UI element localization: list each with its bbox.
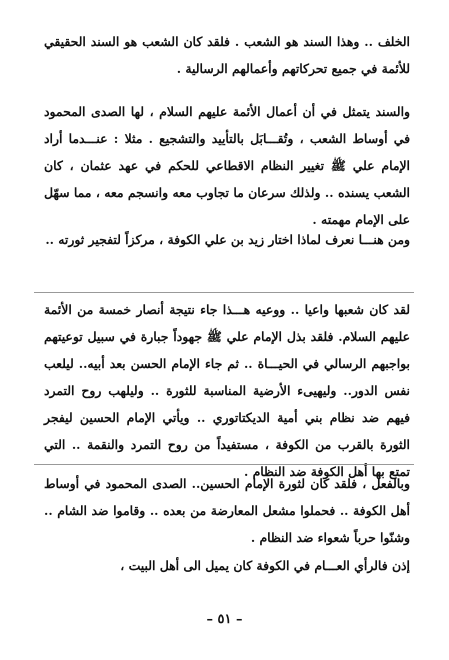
section-divider <box>34 292 414 293</box>
paragraph-5: وبالفعل ، فلقد كان لثورة الإمام الحسين.. الصدى المحمود في أوساط أهل الكوفة .. فحملوا مشعل المعارضة من بعده .. وقاموا ضد الشام .. وشنّوا حرباً شعواء ضد النظام . <box>44 476 410 545</box>
section-divider <box>34 464 414 465</box>
paragraph-4: لقد كان شعبها واعيا .. ووعيه هـــذا جاء نتيجة أنصار خمسة من الأئمة عليهم السلام. فلقد بذل الإمام علي ﷺ جهوداً جبارة في سبيل توعيتهم بواجبهم الرسالي في الحيـــاة .. ثم جاء الإمام الحسن بعد أبيه.. ليلعب نفس الدور.. وليهيىء الأرضية المناسبة للثورة .. وليلهب روح التمرد فيهم ضد نظام بني أمية الديكتاتوري .. ويأتي الإمام الحسين ليفجر الثورة بالقرب من الكوفة ، مستفيداً من روح التمرد والنقمة .. التي تمتع بها أهل الكوفة ضد النظام . <box>44 302 410 479</box>
paragraph-3: ومن هنـــا نعرف لماذا اختار زيد بن علي الكوفة ، مركزاً لتفجير ثورته .. <box>45 232 410 247</box>
paragraph-6: إذن فالرأي العـــام في الكوفة كان يميل الى أهل البيت ، <box>120 558 410 573</box>
paragraph-1: الخلف .. وهذا السند هو الشعب . فلقد كان الشعب هو السند الحقيقي للأئمة في جميع تحركاتهم وأعمالهم الرسالية . <box>44 34 410 76</box>
page-number: – ٥١ – <box>206 612 243 627</box>
paragraph-2: والسند يتمثل في أن أعمال الأئمة عليهم السلام ، لها الصدى المحمود في أوساط الشعب ، وتُقـــابَل بالتأييد والتشجيع . مثلا : عنـــدما أراد الإمام علي ﷺ تغيير النظام الاقطاعي للحكم في عهد عثمان ، كان الشعب يسنده .. ولذلك سرعان ما تجاوب معه وانسجم معه ، مما سهّل على الإمام مهمته . <box>44 104 410 227</box>
